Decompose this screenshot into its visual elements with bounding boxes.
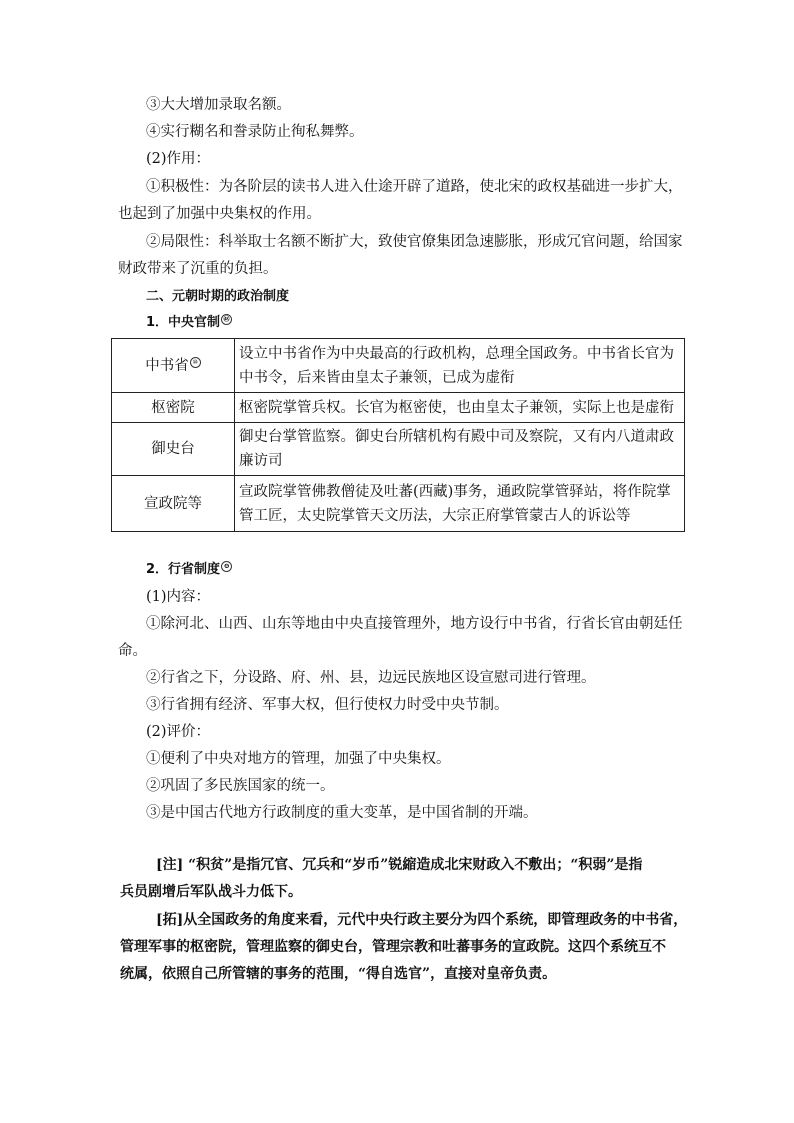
text-line: 命。: [118, 643, 147, 659]
text-line: ③是中国古代地方行政制度的重大变革，是中国省制的开端。: [146, 805, 538, 821]
text-line: 财政带来了沉重的负担。: [118, 261, 278, 277]
table-cell-desc: 枢密院掌管兵权。长官为枢密使，也由皇太子兼领，实际上也是虚衔: [235, 393, 685, 423]
table-row: [112, 423, 685, 476]
table-cell-name: 枢密院: [112, 393, 235, 423]
text-line: ②巩固了多民族国家的统一。: [146, 778, 335, 794]
text-line: (2)作用：: [146, 151, 211, 167]
text-line: ①积极性：为各阶层的读书人进入仕途开辟了道路，使北宋的政权基础进一步扩大，: [146, 179, 683, 195]
text-line: ③大大增加录取名额。: [146, 97, 291, 113]
footnote-marker: ⑩: [190, 357, 201, 368]
text-line: ②行省之下，分设路、府、州、县，边远民族地区设宣慰司进行管理。: [146, 670, 596, 686]
subsection-title: 2．行省制度: [146, 562, 221, 577]
text-line: (2)评价：: [146, 724, 211, 740]
note-line: 兵员剧增后军队战斗力低下。: [120, 884, 302, 900]
text-line: ④实行糊名和誊录防止徇私舞弊。: [146, 124, 364, 140]
section-heading: 二、元朝时期的政治制度: [146, 289, 290, 304]
note-line: [注] “积贫”是指冗官、冗兵和“岁币”锐縮造成北宋财政入不敷出；“积弱”是指: [156, 857, 643, 873]
text-line: 也起到了加强中央集权的作用。: [118, 206, 321, 222]
table-row: [112, 393, 685, 423]
table-cell-desc: 设立中书省作为中央最高的行政机构，总理全国政务。中书省长官为中书令，后来皆由皇太子兼领，已成为虚衔: [235, 339, 685, 393]
text-line: (1)内容：: [146, 589, 211, 605]
table-row: [112, 339, 685, 393]
note-line: 管理军事的枢密院，管理监察的御史台，管理宗教和吐蕃事务的宣政院。这四个系统互不: [120, 939, 666, 955]
table-cell-desc: 宣政院掌管佛教僧徒及吐蕃(西藏)事务，通政院掌管驿站，将作院掌管工匠，太史院掌管天文历法，大宗正府掌管蒙古人的诉讼等: [235, 476, 685, 532]
table-cell-desc: 御史台掌管监察。御史台所辖机构有殿中司及察院，又有内八道肃政廉访司: [235, 423, 685, 476]
subsection-title: 1．中央官制: [146, 315, 221, 330]
central-official-system-table: [111, 338, 685, 532]
note-line: [拓]从全国政务的角度来看，元代中央行政主要分为四个系统，即管理政务的中书省，: [156, 912, 688, 928]
text-line: ①除河北、山西、山东等地由中央直接管理外，地方设行中书省，行省长官由朝廷任: [146, 616, 683, 632]
text-line: ③行省拥有经济、军事大权，但行使权力时受中央节制。: [146, 697, 509, 713]
table-cell-name: 中书省 ⑩: [112, 339, 235, 393]
subsection-heading: [146, 313, 232, 333]
table-row: [112, 476, 685, 532]
table-cell-name: 宣政院等: [112, 476, 235, 532]
note-line: 统属，依照自己所管辖的事务的范围，“得自选官”，直接对皇帝负责。: [120, 966, 557, 982]
footnote-marker: ❹: [221, 561, 232, 572]
footnote-marker: ㊽: [221, 314, 232, 325]
table-cell-name: 御史台: [112, 423, 235, 476]
subsection-heading: [146, 560, 232, 580]
text-line: ②局限性：科举取士名额不断扩大，致使官僚集团急速膨胀，形成冗官问题，给国家: [146, 234, 683, 250]
text-line: ①便利了中央对地方的管理，加强了中央集权。: [146, 751, 451, 767]
